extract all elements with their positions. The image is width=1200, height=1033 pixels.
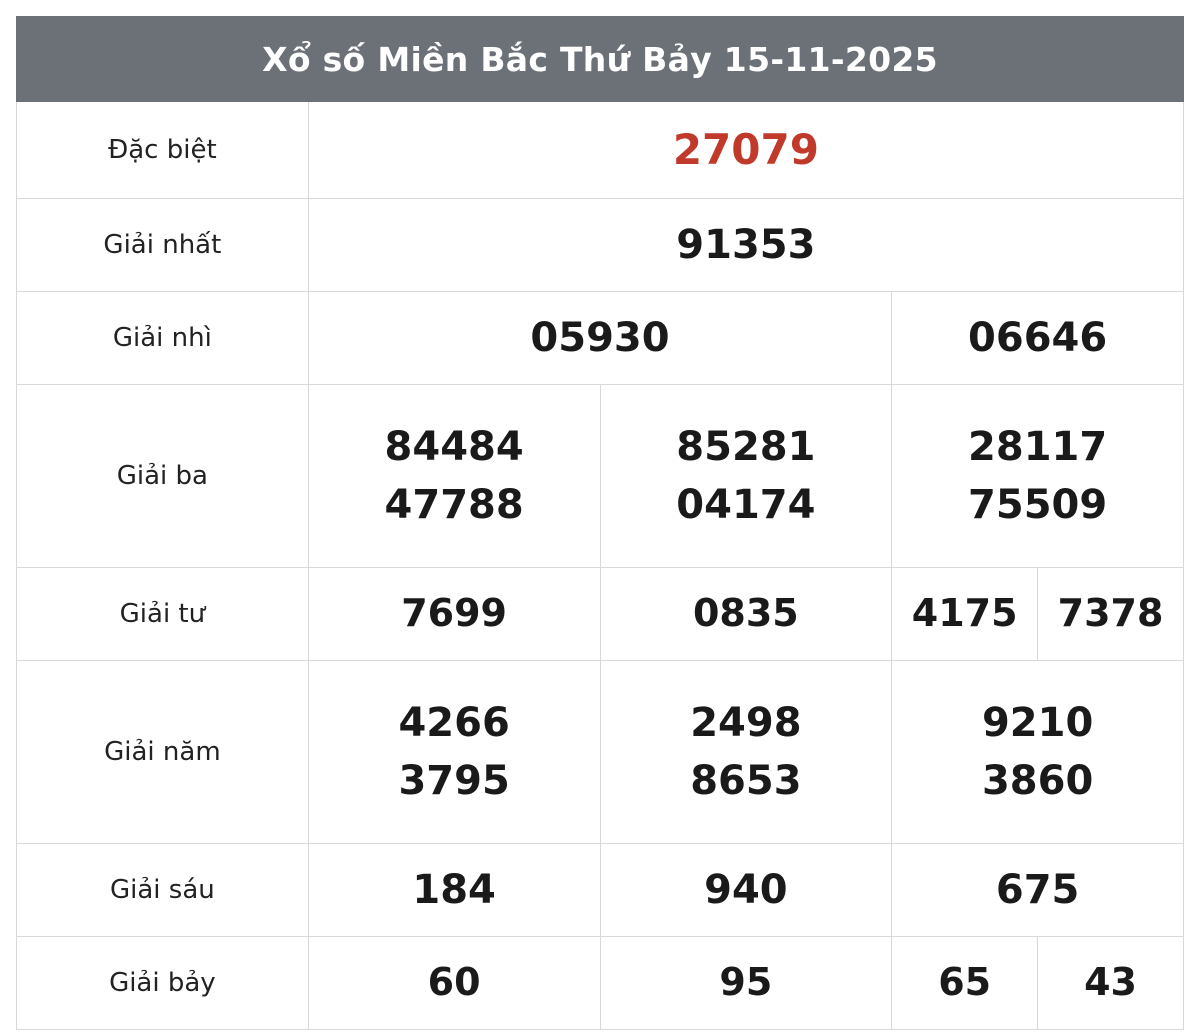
left-gutter [0, 0, 16, 1033]
prize-value-third-col2 [600, 385, 892, 568]
prize-value-third-3: 28117 [968, 424, 1108, 470]
prize-value-fifth-6: 3860 [981, 758, 1094, 804]
prize-value-seventh-4: 43 [1038, 937, 1183, 1029]
prize-label-fifth: Giải năm [17, 661, 309, 844]
table-row-second [17, 292, 1184, 385]
lottery-result-table [16, 16, 1184, 1030]
prize-value-third-2: 85281 [676, 424, 816, 470]
table-row-third [17, 385, 1184, 568]
prize-label-special: Đặc biệt [17, 102, 309, 199]
prize-value-second-2: 06646 [892, 292, 1184, 385]
table-row-fourth [17, 568, 1184, 661]
prize-value-seventh-1: 60 [308, 937, 600, 1030]
table-row-fifth [17, 661, 1184, 844]
prize-value-fourth-4: 7378 [1038, 568, 1183, 660]
prize-value-fifth-4: 3795 [398, 758, 510, 804]
prize-value-fifth-2: 2498 [690, 700, 802, 746]
prize-value-sixth-2: 940 [600, 844, 892, 937]
right-gutter [1184, 0, 1200, 1033]
page-title: Xổ số Miền Bắc Thứ Bảy 15-11-2025 [17, 17, 1184, 102]
table-row-seventh [17, 937, 1184, 1030]
prize-value-third-col3 [892, 385, 1184, 568]
prize-value-third-6: 75509 [968, 482, 1108, 528]
prize-value-third-5: 04174 [676, 482, 816, 528]
prize-value-fifth-col1 [308, 661, 600, 844]
prize-label-seventh: Giải bảy [17, 937, 309, 1030]
prize-value-third-1: 84484 [384, 424, 524, 470]
prize-value-seventh-3-4 [892, 937, 1184, 1030]
prize-value-sixth-1: 184 [308, 844, 600, 937]
prize-value-second-1: 05930 [308, 292, 892, 385]
table-row-sixth [17, 844, 1184, 937]
prize-value-third-col1 [308, 385, 600, 568]
prize-label-fourth: Giải tư [17, 568, 309, 661]
table-row-first [17, 199, 1184, 292]
prize-value-seventh-3: 65 [938, 960, 992, 1005]
prize-value-third-4: 47788 [384, 482, 524, 528]
prize-label-third: Giải ba [17, 385, 309, 568]
table-row-special [17, 102, 1184, 199]
prize-value-fifth-1: 4266 [398, 700, 510, 746]
prize-value-fifth-3: 9210 [981, 700, 1094, 746]
prize-value-fourth-2: 0835 [600, 568, 892, 661]
table-header-row [17, 17, 1184, 102]
prize-label-first: Giải nhất [17, 199, 309, 292]
prize-value-first-1: 91353 [308, 199, 1183, 292]
prize-value-fifth-col3 [892, 661, 1184, 844]
prize-value-special-1: 27079 [308, 102, 1183, 199]
prize-value-seventh-2: 95 [600, 937, 892, 1030]
prize-value-fifth-5: 8653 [690, 758, 802, 804]
prize-value-fourth-3-4 [892, 568, 1184, 661]
prize-value-sixth-3: 675 [892, 844, 1184, 937]
prize-label-second: Giải nhì [17, 292, 309, 385]
prize-value-fifth-col2 [600, 661, 892, 844]
prize-value-fourth-3: 4175 [911, 591, 1018, 636]
prize-value-fourth-1: 7699 [308, 568, 600, 661]
prize-label-sixth: Giải sáu [17, 844, 309, 937]
